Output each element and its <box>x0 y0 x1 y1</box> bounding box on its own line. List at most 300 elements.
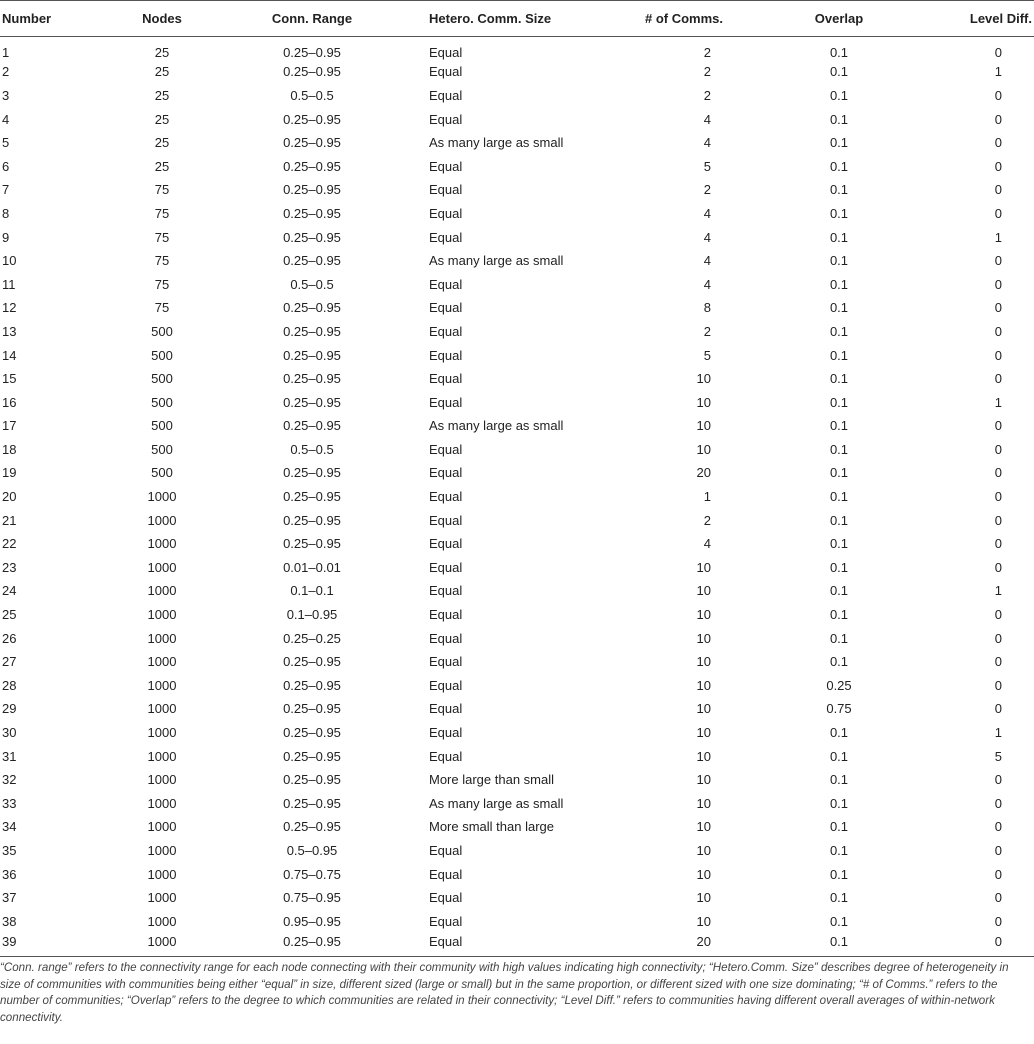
number-cell: 23 <box>2 559 17 575</box>
num-comms-cell: 10 <box>696 913 711 929</box>
nodes-cell: 1000 <box>147 795 177 811</box>
nodes-cell: 25 <box>154 111 170 127</box>
num-comms-cell: 2 <box>703 182 711 198</box>
level-diff-cell: 0 <box>994 607 1002 623</box>
header-row <box>0 1 1034 37</box>
conn-range-cell: 0.25–0.95 <box>283 536 341 552</box>
overlap-cell: 0.1 <box>829 607 849 623</box>
hetero-comm-size-cell: Equal <box>429 607 463 623</box>
number-cell: 31 <box>2 748 17 764</box>
table-row <box>0 815 1034 839</box>
nodes-cell: 25 <box>154 45 170 61</box>
hetero-comm-size-cell: As many large as small <box>429 135 564 151</box>
table-row <box>0 603 1034 627</box>
level-diff-cell: 0 <box>994 300 1002 316</box>
table-body <box>0 37 1034 957</box>
hetero-comm-size-cell: Equal <box>429 465 463 481</box>
level-diff-cell: 0 <box>994 87 1002 103</box>
level-diff-cell: 0 <box>994 654 1002 670</box>
conn-range-cell: 0.25–0.95 <box>283 701 341 717</box>
hetero-comm-size-cell: Equal <box>429 394 463 410</box>
nodes-cell: 75 <box>154 276 170 292</box>
overlap-cell: 0.1 <box>829 465 849 481</box>
hetero-comm-size-cell: Equal <box>429 748 463 764</box>
num-comms-cell: 10 <box>696 371 711 387</box>
overlap-cell: 0.1 <box>829 559 849 575</box>
number-cell: 10 <box>2 253 17 269</box>
conn-range-cell: 0.75–0.95 <box>283 890 341 906</box>
level-diff-cell: 0 <box>994 135 1002 151</box>
nodes-cell: 500 <box>151 418 173 434</box>
num-comms-cell: 5 <box>703 158 711 174</box>
nodes-cell: 500 <box>151 465 173 481</box>
conn-range-cell: 0.25–0.95 <box>283 323 341 339</box>
conn-range-cell: 0.25–0.95 <box>283 772 341 788</box>
table-row <box>0 225 1034 249</box>
level-diff-cell: 1 <box>994 64 1002 80</box>
hetero-comm-size-cell: Equal <box>429 934 463 950</box>
table-row <box>0 438 1034 462</box>
number-cell: 3 <box>2 87 10 103</box>
overlap-cell: 0.1 <box>829 371 849 387</box>
conn-range-cell: 0.25–0.95 <box>283 135 341 151</box>
hetero-comm-size-cell: Equal <box>429 842 463 858</box>
nodes-cell: 1000 <box>147 654 177 670</box>
nodes-cell: 500 <box>151 394 173 410</box>
conn-range-header: Conn. Range <box>212 1 412 37</box>
table-row <box>0 721 1034 745</box>
number-cell: 11 <box>2 276 16 292</box>
level-diff-cell: 1 <box>994 725 1002 741</box>
table-footnote: “Conn. range” refers to the connectivity range for each node connecting with their community with high values indicating high connectivity; “Hetero.Comm. Size” describes degree of heterogeneity in size of communities with communities being either “equal” in size, different sized (large or small) but in the same proportion, or different sized with one size dominating; “# of Comms.” refers to the number of communities; “Overlap” refers to the degree to which communities are related in their connectivity; “Level Diff.” refers to communities having different overall averages of within-network connectivity. <box>0 961 1009 1024</box>
table-row <box>0 768 1034 792</box>
level-diff-cell: 0 <box>994 630 1002 646</box>
hetero-comm-size-cell: As many large as small <box>429 253 564 269</box>
conn-range-cell: 0.25–0.95 <box>283 45 341 61</box>
nodes-cell: 75 <box>154 205 170 221</box>
conn-range-cell: 0.25–0.95 <box>283 512 341 528</box>
hetero-comm-size-cell: Equal <box>429 371 463 387</box>
nodes-cell: 1000 <box>147 913 177 929</box>
num-comms-cell: 2 <box>703 87 711 103</box>
num-comms-cell: 4 <box>703 253 711 269</box>
num-comms-cell: 4 <box>703 135 711 151</box>
overlap-cell: 0.1 <box>829 300 849 316</box>
level-diff-cell: 0 <box>994 772 1002 788</box>
table-row <box>0 320 1034 344</box>
level-diff-cell: 0 <box>994 465 1002 481</box>
number-cell: 14 <box>2 347 17 363</box>
overlap-cell: 0.75 <box>826 701 852 717</box>
overlap-cell: 0.1 <box>829 253 849 269</box>
num-comms-cell: 10 <box>696 441 711 457</box>
conn-range-cell: 0.5–0.95 <box>286 842 338 858</box>
overlap-cell: 0.1 <box>829 654 849 670</box>
overlap-cell: 0.25 <box>826 677 852 693</box>
conn-range-cell: 0.25–0.95 <box>283 795 341 811</box>
level-diff-cell: 0 <box>994 276 1002 292</box>
conn-range-cell: 0.25–0.95 <box>283 229 341 245</box>
conn-range-cell: 0.25–0.95 <box>283 418 341 434</box>
number-cell: 39 <box>2 934 17 950</box>
conn-range-cell: 0.25–0.95 <box>283 347 341 363</box>
number-cell: 12 <box>2 300 17 316</box>
nodes-cell: 75 <box>154 253 170 269</box>
hetero-comm-size-cell: Equal <box>429 205 463 221</box>
table-row <box>0 343 1034 367</box>
overlap-cell: 0.1 <box>829 748 849 764</box>
number-cell: 29 <box>2 701 17 717</box>
hetero-comm-size-cell: Equal <box>429 45 463 61</box>
overlap-cell: 0.1 <box>829 772 849 788</box>
table-row <box>0 37 1034 61</box>
number-cell: 35 <box>2 842 17 858</box>
num-comms-cell: 10 <box>696 583 711 599</box>
overlap-cell: 0.1 <box>829 276 849 292</box>
num-comms-cell: 2 <box>703 64 711 80</box>
num-comms-cell: 10 <box>696 701 711 717</box>
table-row <box>0 674 1034 698</box>
conn-range-cell: 0.25–0.95 <box>283 182 341 198</box>
hetero-comm-size-cell: Equal <box>429 182 463 198</box>
level-diff-cell: 0 <box>994 371 1002 387</box>
overlap-cell: 0.1 <box>829 842 849 858</box>
nodes-cell: 25 <box>154 64 170 80</box>
overlap-cell: 0.1 <box>829 87 849 103</box>
table-row <box>0 296 1034 320</box>
level-diff-cell: 0 <box>994 701 1002 717</box>
level-diff-cell: 0 <box>994 890 1002 906</box>
table-row <box>0 485 1034 509</box>
table-row <box>0 744 1034 768</box>
num-comms-cell: 10 <box>696 394 711 410</box>
conn-range-cell: 0.1–0.95 <box>286 607 338 623</box>
nodes-cell: 1000 <box>147 677 177 693</box>
number-cell: 1 <box>2 45 10 61</box>
num-comms-cell: 4 <box>703 276 711 292</box>
level-diff-cell: 0 <box>994 489 1002 505</box>
table-row <box>0 933 1034 957</box>
number-cell: 25 <box>2 607 17 623</box>
table-row <box>0 626 1034 650</box>
number-cell: 36 <box>2 866 17 882</box>
num-comms-cell: 10 <box>696 819 711 835</box>
hetero-comm-size-cell: Equal <box>429 913 463 929</box>
num-comms-cell: 10 <box>696 890 711 906</box>
table-row <box>0 414 1034 438</box>
nodes-cell: 1000 <box>147 890 177 906</box>
table-row <box>0 697 1034 721</box>
hetero-comm-size-cell: Equal <box>429 701 463 717</box>
overlap-cell: 0.1 <box>829 725 849 741</box>
conn-range-cell: 0.25–0.95 <box>283 725 341 741</box>
number-cell: 18 <box>2 441 17 457</box>
table-row <box>0 792 1034 816</box>
nodes-cell: 1000 <box>147 701 177 717</box>
nodes-cell: 1000 <box>147 583 177 599</box>
level-diff-cell: 0 <box>994 795 1002 811</box>
hetero-comm-size-cell: Equal <box>429 890 463 906</box>
num-comms-cell: 10 <box>696 748 711 764</box>
hetero-comm-size-cell: Equal <box>429 87 463 103</box>
num-comms-cell: 10 <box>696 607 711 623</box>
num-comms-cell: 10 <box>696 559 711 575</box>
hetero-comm-size-cell: Equal <box>429 725 463 741</box>
num-comms-cell: 2 <box>703 512 711 528</box>
overlap-cell: 0.1 <box>829 64 849 80</box>
overlap-cell: 0.1 <box>829 512 849 528</box>
overlap-cell: 0.1 <box>829 890 849 906</box>
conn-range-cell: 0.25–0.95 <box>283 253 341 269</box>
level-diff-cell: 0 <box>994 205 1002 221</box>
conn-range-cell: 0.5–0.5 <box>290 441 334 457</box>
level-diff-cell: 1 <box>994 583 1002 599</box>
num-comms-cell: 2 <box>703 323 711 339</box>
table-row <box>0 154 1034 178</box>
level-diff-cell: 0 <box>994 866 1002 882</box>
hetero-comm-size-cell: Equal <box>429 866 463 882</box>
table-row <box>0 650 1034 674</box>
level-diff-cell: 0 <box>994 253 1002 269</box>
hetero-comm-size-cell: More large than small <box>429 772 554 788</box>
num-comms-cell: 10 <box>696 725 711 741</box>
table-row <box>0 862 1034 886</box>
hetero-comm-size-cell: More small than large <box>429 819 554 835</box>
hetero-comm-size-cell: Equal <box>429 489 463 505</box>
nodes-cell: 1000 <box>147 819 177 835</box>
table-row <box>0 556 1034 580</box>
table-row <box>0 249 1034 273</box>
number-cell: 15 <box>2 371 17 387</box>
number-cell: 33 <box>2 795 17 811</box>
nodes-cell: 1000 <box>147 842 177 858</box>
num-comms-cell: 20 <box>696 465 711 481</box>
nodes-cell: 1000 <box>147 934 177 950</box>
level-diff-cell: 0 <box>994 934 1002 950</box>
number-cell: 8 <box>2 205 10 221</box>
num-comms-cell: 4 <box>703 536 711 552</box>
level-diff-cell: 0 <box>994 512 1002 528</box>
nodes-cell: 500 <box>151 323 173 339</box>
level-diff-cell: 0 <box>994 45 1002 61</box>
overlap-cell: 0.1 <box>829 229 849 245</box>
nodes-cell: 1000 <box>147 536 177 552</box>
table-row <box>0 390 1034 414</box>
level-diff-cell: 0 <box>994 913 1002 929</box>
nodes-header: Nodes <box>112 1 212 37</box>
table-row <box>0 107 1034 131</box>
conn-range-cell: 0.95–0.95 <box>283 913 341 929</box>
number-cell: 4 <box>2 111 10 127</box>
table-row <box>0 178 1034 202</box>
number-header: Number <box>0 1 112 37</box>
hetero-comm-size-cell: Equal <box>429 536 463 552</box>
overlap-cell: 0.1 <box>829 866 849 882</box>
table-row <box>0 532 1034 556</box>
conn-range-cell: 0.25–0.95 <box>283 371 341 387</box>
overlap-cell: 0.1 <box>829 934 849 950</box>
nodes-cell: 75 <box>154 182 170 198</box>
hetero-comm-size-cell: As many large as small <box>429 795 564 811</box>
conn-range-cell: 0.25–0.25 <box>283 630 341 646</box>
hetero-comm-size-cell: Equal <box>429 559 463 575</box>
overlap-cell: 0.1 <box>829 536 849 552</box>
number-cell: 26 <box>2 630 17 646</box>
nodes-cell: 75 <box>154 300 170 316</box>
num-comms-cell: 10 <box>696 418 711 434</box>
number-cell: 37 <box>2 890 17 906</box>
level-diff-header: Level Diff. <box>919 1 1034 37</box>
overlap-cell: 0.1 <box>829 182 849 198</box>
num-comms-cell: 10 <box>696 677 711 693</box>
number-cell: 38 <box>2 913 17 929</box>
hetero-comm-size-cell: Equal <box>429 441 463 457</box>
num-comms-cell: 10 <box>696 795 711 811</box>
number-cell: 17 <box>2 418 17 434</box>
num-comms-cell: 4 <box>703 229 711 245</box>
number-cell: 27 <box>2 654 17 670</box>
number-cell: 30 <box>2 725 17 741</box>
hetero-comm-size-header: Hetero. Comm. Size <box>412 1 609 37</box>
number-cell: 7 <box>2 182 10 198</box>
nodes-cell: 1000 <box>147 772 177 788</box>
nodes-cell: 1000 <box>147 512 177 528</box>
overlap-cell: 0.1 <box>829 135 849 151</box>
level-diff-cell: 5 <box>994 748 1002 764</box>
level-diff-cell: 1 <box>994 394 1002 410</box>
level-diff-cell: 0 <box>994 347 1002 363</box>
nodes-cell: 25 <box>154 87 170 103</box>
conn-range-cell: 0.25–0.95 <box>283 300 341 316</box>
number-cell: 13 <box>2 323 17 339</box>
overlap-cell: 0.1 <box>829 323 849 339</box>
number-cell: 34 <box>2 819 17 835</box>
overlap-cell: 0.1 <box>829 583 849 599</box>
nodes-cell: 1000 <box>147 559 177 575</box>
level-diff-cell: 0 <box>994 842 1002 858</box>
overlap-cell: 0.1 <box>829 158 849 174</box>
number-cell: 5 <box>2 135 10 151</box>
overlap-cell: 0.1 <box>829 819 849 835</box>
conn-range-cell: 0.75–0.75 <box>283 866 341 882</box>
overlap-cell: 0.1 <box>829 913 849 929</box>
num-comms-cell: 10 <box>696 842 711 858</box>
table-row <box>0 367 1034 391</box>
conn-range-cell: 0.25–0.95 <box>283 64 341 80</box>
hetero-comm-size-cell: Equal <box>429 583 463 599</box>
conn-range-cell: 0.01–0.01 <box>283 559 341 575</box>
level-diff-cell: 0 <box>994 536 1002 552</box>
table-row <box>0 461 1034 485</box>
level-diff-cell: 0 <box>994 677 1002 693</box>
level-diff-cell: 0 <box>994 111 1002 127</box>
table-row <box>0 909 1034 933</box>
table-row <box>0 579 1034 603</box>
number-cell: 22 <box>2 536 17 552</box>
hetero-comm-size-cell: Equal <box>429 512 463 528</box>
hetero-comm-size-cell: Equal <box>429 64 463 80</box>
number-cell: 19 <box>2 465 17 481</box>
num-comms-cell: 10 <box>696 654 711 670</box>
level-diff-cell: 0 <box>994 158 1002 174</box>
hetero-comm-size-cell: Equal <box>429 158 463 174</box>
overlap-cell: 0.1 <box>829 347 849 363</box>
num-comms-cell: 4 <box>703 111 711 127</box>
overlap-cell: 0.1 <box>829 418 849 434</box>
table-row <box>0 60 1034 84</box>
number-cell: 20 <box>2 489 17 505</box>
level-diff-cell: 0 <box>994 323 1002 339</box>
overlap-cell: 0.1 <box>829 441 849 457</box>
overlap-cell: 0.1 <box>829 394 849 410</box>
conn-range-cell: 0.25–0.95 <box>283 654 341 670</box>
nodes-cell: 500 <box>151 347 173 363</box>
number-cell: 9 <box>2 229 10 245</box>
nodes-cell: 1000 <box>147 630 177 646</box>
num-comms-cell: 10 <box>696 866 711 882</box>
nodes-cell: 1000 <box>147 725 177 741</box>
conn-range-cell: 0.25–0.95 <box>283 158 341 174</box>
number-cell: 21 <box>2 512 17 528</box>
hetero-comm-size-cell: Equal <box>429 111 463 127</box>
num-comms-cell: 1 <box>703 489 711 505</box>
nodes-cell: 1000 <box>147 748 177 764</box>
overlap-header: Overlap <box>759 1 919 37</box>
nodes-cell: 1000 <box>147 489 177 505</box>
num-comms-cell: 4 <box>703 205 711 221</box>
nodes-cell: 75 <box>154 229 170 245</box>
table-row <box>0 202 1034 226</box>
conn-range-cell: 0.25–0.95 <box>283 489 341 505</box>
conn-range-cell: 0.5–0.5 <box>290 276 334 292</box>
overlap-cell: 0.1 <box>829 111 849 127</box>
table-row <box>0 508 1034 532</box>
num-comms-cell: 5 <box>703 347 711 363</box>
level-diff-cell: 1 <box>994 229 1002 245</box>
overlap-cell: 0.1 <box>829 45 849 61</box>
level-diff-cell: 0 <box>994 418 1002 434</box>
overlap-cell: 0.1 <box>829 489 849 505</box>
hetero-comm-size-cell: Equal <box>429 276 463 292</box>
hetero-comm-size-cell: Equal <box>429 347 463 363</box>
num-comms-cell: 10 <box>696 630 711 646</box>
nodes-cell: 25 <box>154 135 170 151</box>
num-comms-header: # of Comms. <box>609 1 759 37</box>
hetero-comm-size-cell: Equal <box>429 229 463 245</box>
number-cell: 6 <box>2 158 10 174</box>
hetero-comm-size-cell: Equal <box>429 630 463 646</box>
num-comms-cell: 20 <box>696 934 711 950</box>
conn-range-cell: 0.5–0.5 <box>290 87 334 103</box>
number-cell: 24 <box>2 583 17 599</box>
num-comms-cell: 10 <box>696 772 711 788</box>
conn-range-cell: 0.25–0.95 <box>283 111 341 127</box>
nodes-cell: 1000 <box>147 607 177 623</box>
conn-range-cell: 0.25–0.95 <box>283 748 341 764</box>
hetero-comm-size-cell: Equal <box>429 323 463 339</box>
overlap-cell: 0.1 <box>829 205 849 221</box>
hetero-comm-size-cell: Equal <box>429 300 463 316</box>
conn-range-cell: 0.1–0.1 <box>290 583 334 599</box>
level-diff-cell: 0 <box>994 559 1002 575</box>
level-diff-cell: 0 <box>994 819 1002 835</box>
nodes-cell: 500 <box>151 441 173 457</box>
overlap-cell: 0.1 <box>829 630 849 646</box>
number-cell: 2 <box>2 64 10 80</box>
number-cell: 16 <box>2 394 17 410</box>
nodes-cell: 25 <box>154 158 170 174</box>
conn-range-cell: 0.25–0.95 <box>283 677 341 693</box>
